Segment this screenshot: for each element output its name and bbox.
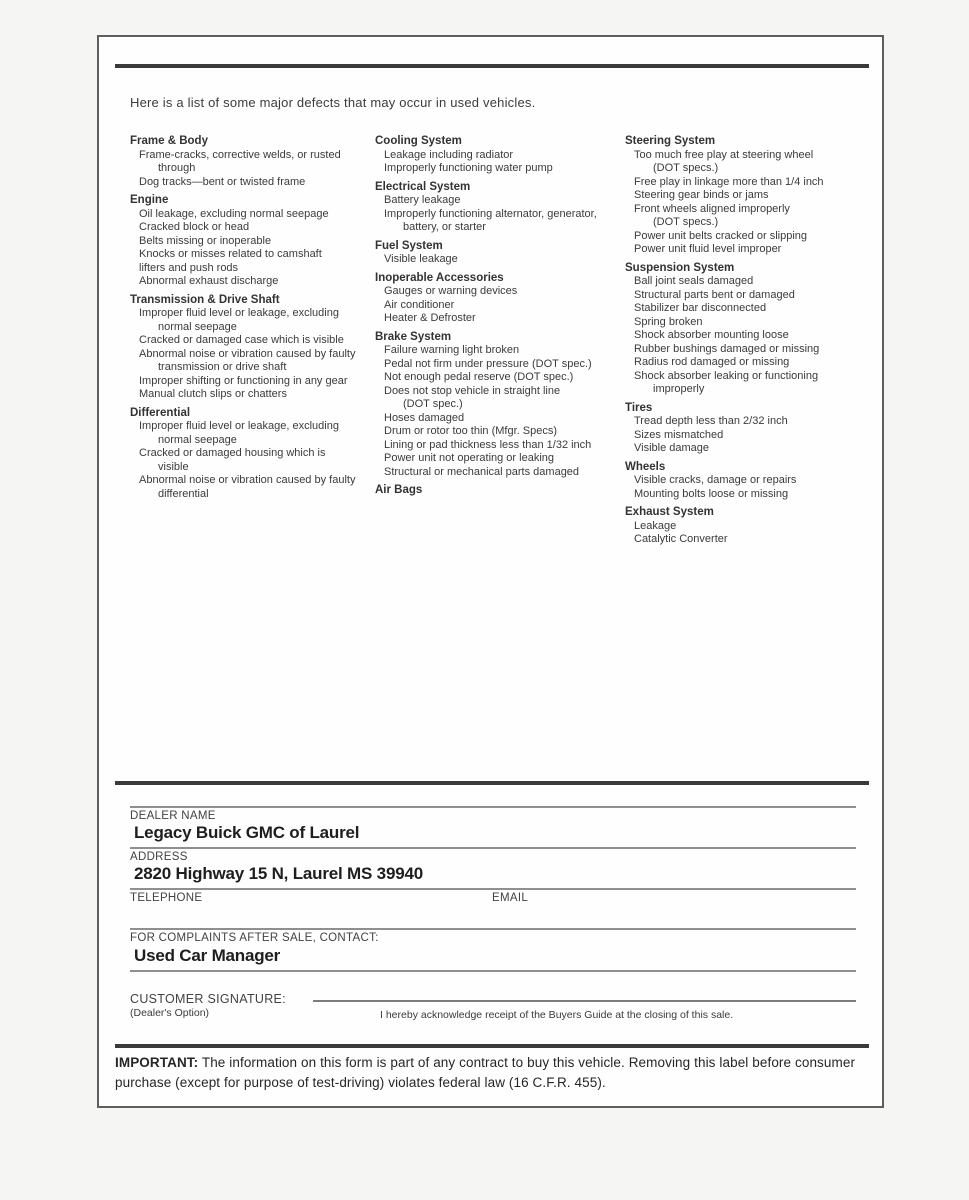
defect-item: Improper fluid level or leakage, excluding [139,420,339,432]
dealer-name-label: DEALER NAME [130,810,216,822]
intro-text: Here is a list of some major defects that may occur in used vehicles. [130,95,536,110]
defect-item: Improperly functioning alternator, generator, [384,207,597,220]
defect-item: Ball joint seals damaged [634,275,754,287]
defect-item: Cracked block or head [139,221,250,233]
defect-column [625,135,862,547]
defect-item: Frame-cracks, corrective welds, or rusted [139,148,341,161]
form-divider-bar [115,781,869,785]
defect-item: Oil leakage, excluding normal seepage [139,207,329,220]
dealer-name-value: Legacy Buick GMC of Laurel [134,823,360,842]
defect-item: Cracked or damaged case which is visible [139,334,344,346]
section-title: Differential [130,406,191,419]
defect-item: Manual clutch slips or chatters [139,388,287,400]
defect-item: Shock absorber leaking or functioning [634,369,819,382]
defect-item: Front wheels aligned improperly [634,202,790,215]
section-title: Exhaust System [625,506,714,518]
defect-item: Rubber bushings damaged or missing [634,342,820,355]
important-notice [115,1053,867,1092]
defect-column [130,135,375,547]
defect-item: Hoses damaged [384,411,465,424]
complaints-value: Used Car Manager [134,946,281,965]
address-value: 2820 Highway 15 N, Laurel MS 39940 [134,864,423,883]
rule-dealer-name-top [130,806,856,808]
important-label: IMPORTANT: [115,1055,199,1070]
section-title: Inoperable Accessories [375,271,504,284]
defect-item: Heater & Defroster [384,312,476,324]
section-title: Frame & Body [130,135,208,147]
buyers-guide-page [97,35,884,1108]
section-title: Brake System [375,330,452,343]
rule-complaints-top [130,928,856,930]
defect-item: lifters and push rods [139,261,239,274]
defect-item: Structural parts bent or damaged [634,288,795,301]
defect-item: Belts missing or inoperable [139,234,272,247]
defect-item: Stabilizer bar disconnected [634,302,767,314]
section-title: Engine [130,194,169,206]
defect-item: Dog tracks—bent or twisted frame [139,175,306,188]
rule-address-top [130,847,856,849]
section-title: Cooling System [375,135,462,147]
defect-item: Lining or pad thickness less than 1/32 inch [384,438,592,451]
defect-item: Abnormal exhaust discharge [139,275,279,287]
defect-item: Knocks or misses related to camshaft [139,248,322,260]
defect-item: Leakage including radiator [384,148,514,161]
defect-item: Shock absorber mounting loose [634,329,789,341]
rule-telephone-top [130,888,856,890]
defect-item: Pedal not firm under pressure (DOT spec.) [384,357,592,370]
defect-item: (DOT specs.) [653,162,719,174]
defect-item: Abnormal noise or vibration caused by faulty [139,474,356,486]
defect-item: Power unit not operating or leaking [384,452,554,464]
section-title: Air Bags [375,484,423,496]
defect-item: (DOT specs.) [653,216,719,228]
signature-line [313,1000,856,1002]
complaints-label: FOR COMPLAINTS AFTER SALE, CONTACT: [130,932,379,944]
defect-item: Steering gear binds or jams [634,189,769,201]
defect-item: Does not stop vehicle in straight line [384,384,561,397]
defect-item: Visible cracks, damage or repairs [634,474,797,486]
defect-item: visible [158,460,189,473]
defect-item: Improper shifting or functioning in any gear [139,374,348,387]
section-title: Transmission & Drive Shaft [130,293,280,306]
defect-item: Power unit belts cracked or slipping [634,229,808,242]
defect-item: differential [158,487,209,500]
defect-item: Sizes mismatched [634,428,724,441]
defect-item: Drum or rotor too thin (Mfgr. Specs) [384,425,557,437]
defect-item: Abnormal noise or vibration caused by faulty [139,347,356,360]
defect-item: improperly [653,383,705,395]
section-title: Tires [625,401,653,414]
defect-item: Visible damage [634,442,710,454]
section-title: Wheels [625,460,666,473]
telephone-label: TELEPHONE [130,892,203,904]
defect-item: Catalytic Converter [634,533,728,545]
important-text: The information on this form is part of any contract to buy this vehicle. Removing this label before consumer purchase (except for purpose of test-driving) violates federal law (16 C.F.R. 455). [115,1055,856,1090]
defect-item: battery, or starter [403,221,486,233]
defect-item: Battery leakage [384,194,461,206]
defect-item: normal seepage [158,320,237,333]
top-divider-bar [115,64,869,68]
defect-item: (DOT spec.) [403,398,463,410]
defect-item: Visible leakage [384,253,458,265]
defect-item: Structural or mechanical parts damaged [384,465,580,478]
defect-item: Free play in linkage more than 1/4 inch [634,175,824,188]
defect-item: Failure warning light broken [384,344,520,356]
section-title: Fuel System [375,239,443,252]
email-label: EMAIL [492,892,529,904]
dealers-option-note: (Dealer's Option) [130,1007,210,1019]
section-title: Steering System [625,135,716,147]
defect-item: Power unit fluid level improper [634,243,782,255]
defect-item: Tread depth less than 2/32 inch [634,415,788,427]
defect-item: Improper fluid level or leakage, excluding [139,307,339,319]
defect-item: Radius rod damaged or missing [634,356,790,368]
defect-item: transmission or drive shaft [158,361,287,373]
defect-item: Improperly functioning water pump [384,162,553,174]
address-label: ADDRESS [130,851,188,863]
defect-item: Air conditioner [384,298,455,311]
defect-item: Too much free play at steering wheel [634,148,814,161]
footer-divider-bar [115,1044,869,1048]
section-title: Electrical System [375,180,471,193]
defect-item: Gauges or warning devices [384,285,518,297]
acknowledgment-text: I hereby acknowledge receipt of the Buyers Guide at the closing of this sale. [380,1009,734,1021]
defect-item: Mounting bolts loose or missing [634,487,789,500]
defect-list [130,135,862,547]
defect-item: Spring broken [634,315,703,328]
section-title: Suspension System [625,261,735,274]
defect-column [375,135,625,547]
rule-complaints-bottom [130,970,856,972]
customer-signature-label: CUSTOMER SIGNATURE: [130,992,286,1006]
defect-item: Leakage [634,519,677,532]
defect-item: normal seepage [158,433,237,446]
defect-item: Cracked or damaged housing which is [139,447,326,459]
defect-item: through [158,162,196,174]
defect-item: Not enough pedal reserve (DOT spec.) [384,371,574,383]
